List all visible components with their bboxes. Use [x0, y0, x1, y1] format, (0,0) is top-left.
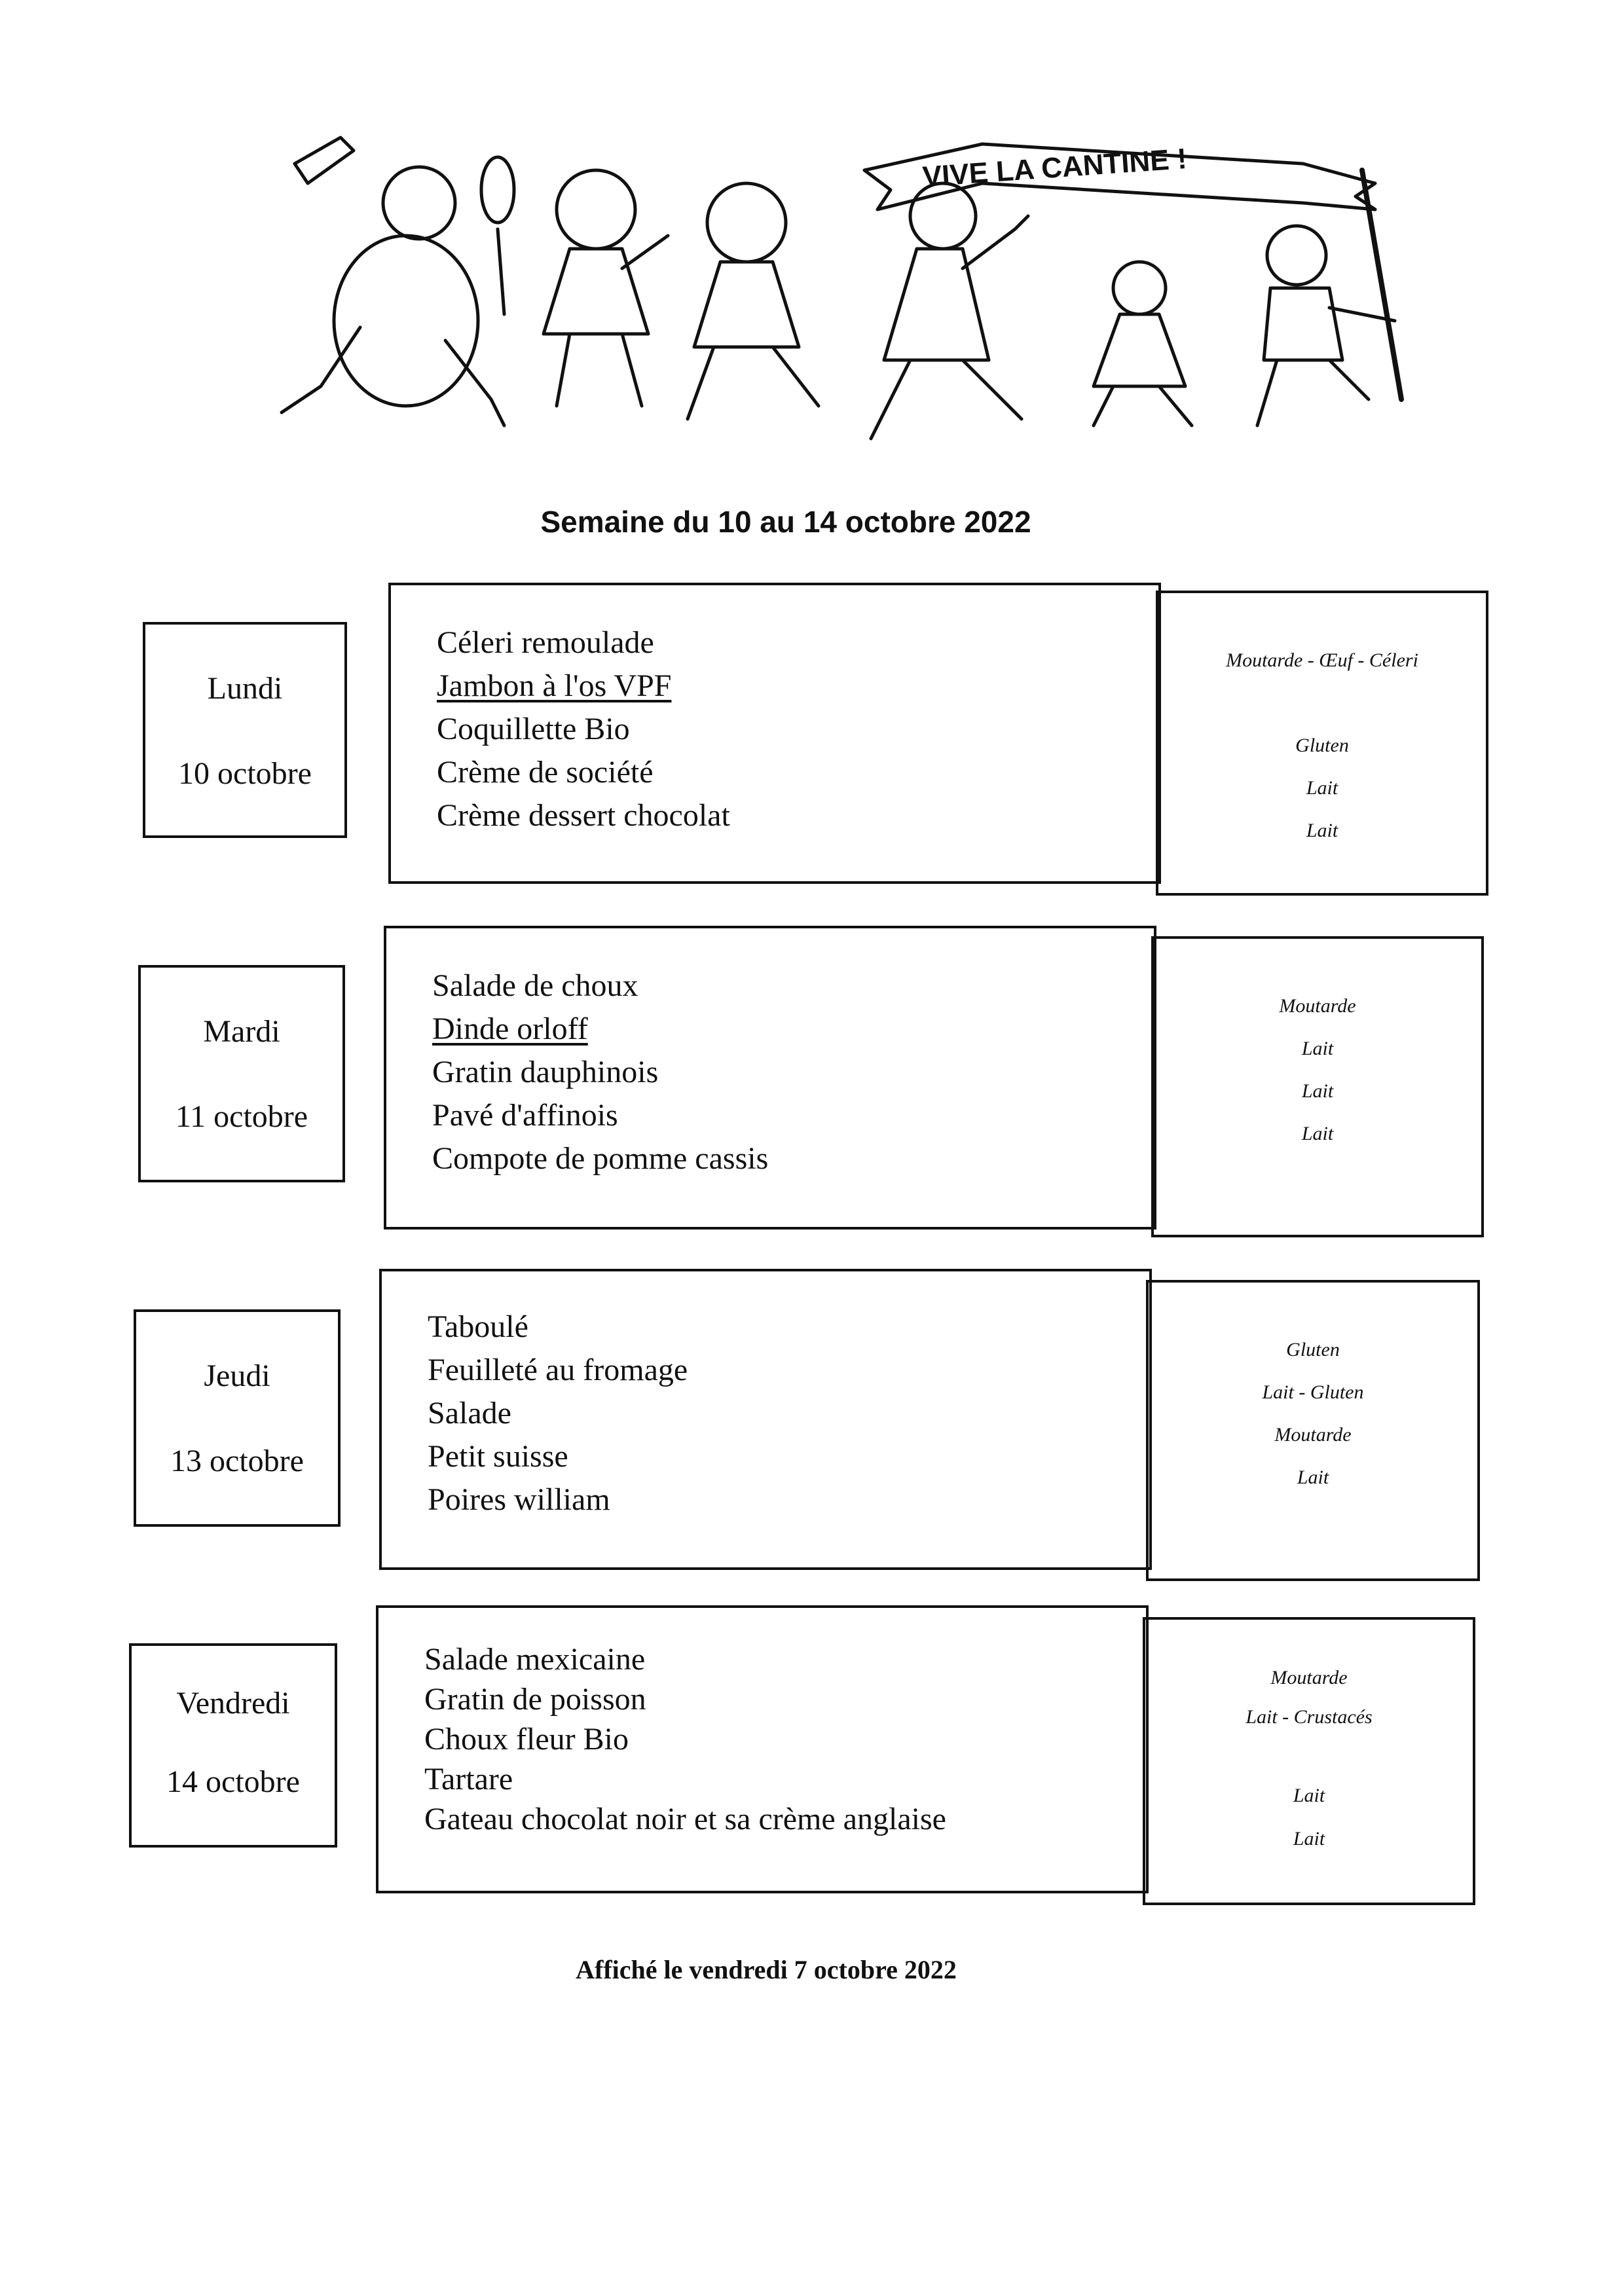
allergen-line: Lait - Crustacés: [1246, 1706, 1373, 1728]
dish: Gratin dauphinois: [432, 1055, 659, 1089]
banner-slogan: VIVE LA CANTINE !: [921, 142, 1188, 193]
dish: Choux fleur Bio: [424, 1722, 629, 1757]
dish: Pavé d'affinois: [432, 1098, 618, 1133]
menu-box-mardi: [384, 926, 1156, 1230]
posted-date: Affiché le vendredi 7 octobre 2022: [576, 1955, 957, 1984]
day-date: 13 octobre: [170, 1444, 304, 1478]
dish: Poires william: [428, 1482, 610, 1517]
dish: Coquillette Bio: [437, 712, 630, 746]
dish-main-course: Jambon à l'os VPF: [437, 668, 672, 703]
dish: Compote de pomme cassis: [432, 1141, 769, 1176]
allergen-line: Lait: [1297, 1467, 1329, 1488]
dish-main-course: Dinde orloff: [432, 1011, 588, 1046]
allergen-box-lundi: [1156, 591, 1488, 896]
dish: Crème de société: [437, 755, 654, 790]
allergen-box-vendredi: [1143, 1617, 1475, 1905]
dish: Salade de choux: [432, 968, 638, 1003]
dish: Feuilleté au fromage: [428, 1353, 688, 1387]
day-box-jeudi: [134, 1309, 341, 1527]
allergen-line: Lait: [1293, 1785, 1325, 1806]
day-date: 14 octobre: [166, 1764, 300, 1799]
day-name: Jeudi: [204, 1358, 270, 1393]
dish: Taboulé: [428, 1309, 528, 1344]
allergen-line: Moutarde: [1270, 1667, 1348, 1688]
allergen-line: Moutarde: [1274, 1424, 1352, 1446]
allergen-line: Lait: [1306, 777, 1338, 799]
allergen-line: Lait: [1301, 1080, 1334, 1102]
dish: Salade: [428, 1396, 511, 1430]
allergen-line: Lait: [1293, 1828, 1325, 1850]
allergen-line: Lait: [1301, 1123, 1334, 1144]
day-box-mardi: [138, 965, 345, 1182]
day-date: 10 octobre: [178, 756, 312, 791]
allergen-line: Gluten: [1286, 1339, 1340, 1360]
dish: Tartare: [424, 1762, 513, 1796]
dish: Céleri remoulade: [437, 625, 654, 660]
day-box-lundi: [143, 622, 347, 838]
allergen-line: Moutarde - Œuf - Céleri: [1226, 649, 1418, 671]
day-box-vendredi: [129, 1643, 337, 1848]
day-name: Mardi: [203, 1014, 280, 1049]
allergen-line: Moutarde: [1279, 995, 1356, 1017]
menu-box-jeudi: [379, 1269, 1152, 1570]
dish: Crème dessert chocolat: [437, 798, 730, 833]
week-title: Semaine du 10 au 14 octobre 2022: [540, 505, 1031, 539]
dish: Salade mexicaine: [424, 1642, 646, 1677]
allergen-line: Lait: [1306, 820, 1338, 841]
dish: Petit suisse: [428, 1439, 568, 1474]
cantine-illustration: [190, 124, 1434, 465]
day-name: Lundi: [207, 671, 283, 706]
allergen-box-mardi: [1151, 936, 1484, 1237]
dish: Gateau chocolat noir et sa crème anglaise: [424, 1802, 946, 1836]
dish: Gratin de poisson: [424, 1682, 646, 1717]
menu-box-vendredi: [376, 1605, 1149, 1893]
menu-box-lundi: [388, 583, 1161, 884]
allergen-line: Gluten: [1295, 735, 1349, 756]
allergen-line: Lait - Gluten: [1262, 1381, 1364, 1403]
allergen-line: Lait: [1301, 1038, 1334, 1059]
day-name: Vendredi: [176, 1686, 290, 1721]
day-date: 11 octobre: [175, 1099, 308, 1134]
allergen-box-jeudi: [1146, 1280, 1480, 1581]
